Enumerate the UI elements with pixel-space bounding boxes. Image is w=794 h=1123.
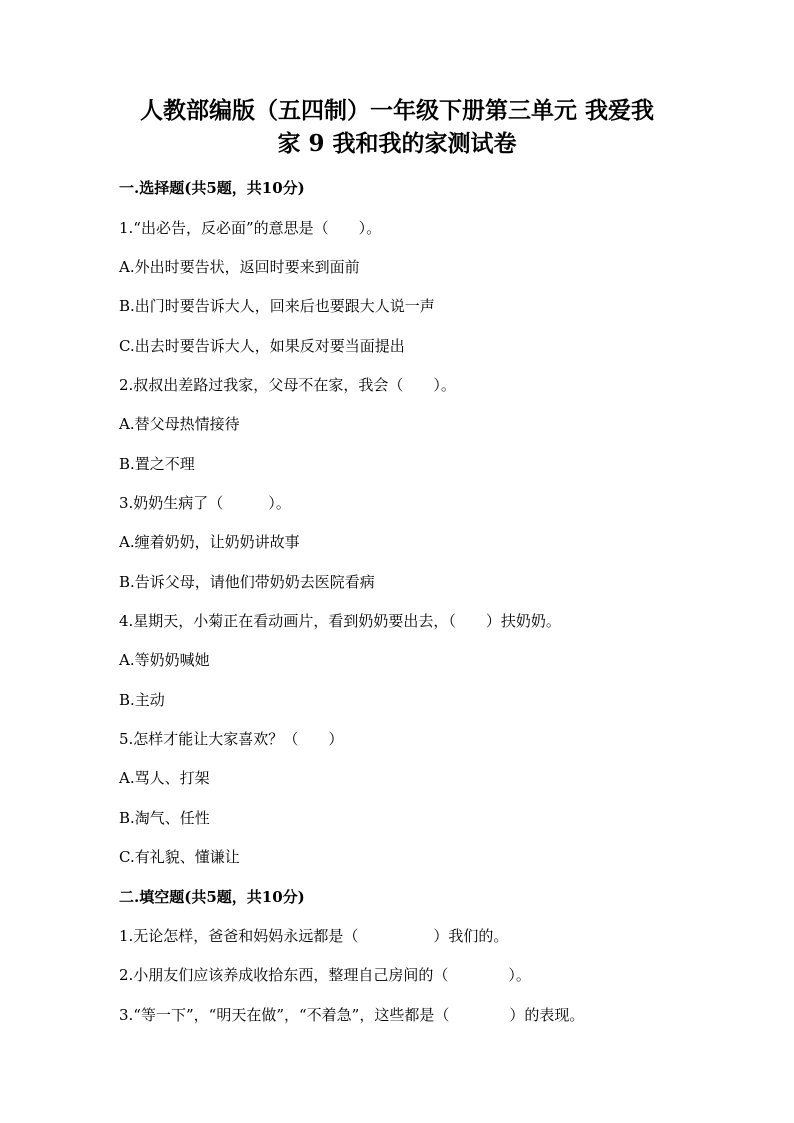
question-4-option-a: A.等奶奶喊她 (119, 651, 210, 669)
question-5-option-a: A.骂人、打架 (119, 769, 210, 787)
section-heading-fill-in: 二.填空题(共5题，共10分) (119, 888, 305, 906)
question-1-option-a: A.外出时要告状，返回时要来到面前 (119, 258, 360, 276)
question-4: 4.星期天，小菊正在看动画片，看到奶奶要出去，（ ）扶奶奶。 (119, 612, 561, 630)
fill-question-1: 1.无论怎样，爸爸和妈妈永远都是（ ）我们的。 (119, 927, 509, 945)
question-5-option-c: C.有礼貌、懂谦让 (119, 848, 240, 866)
question-4-option-b: B.主动 (119, 691, 165, 709)
question-3: 3.奶奶生病了（ ）。 (119, 494, 291, 512)
section-heading-choice: 一.选择题(共5题，共10分) (119, 179, 305, 197)
question-2-option-b: B.置之不理 (119, 455, 195, 473)
fill-question-3: 3.“等一下”，“明天在做”，“不着急”，这些都是（ ）的表现。 (119, 1006, 585, 1024)
fill-question-2: 2.小朋友们应该养成收拾东西，整理自己房间的（ ）。 (119, 966, 531, 984)
question-1-option-b: B.出门时要告诉大人，回来后也要跟大人说一声 (119, 297, 435, 315)
question-2-option-a: A.替父母热情接待 (119, 415, 240, 433)
document-title-line1: 人教部编版（五四制）一年级下册第三单元 我爱我 (139, 97, 654, 124)
document-title-line2: 家 9 我和我的家测试卷 (277, 130, 517, 157)
question-2: 2.叔叔出差路过我家，父母不在家，我会（ ）。 (119, 376, 456, 394)
question-1-option-c: C.出去时要告诉大人，如果反对要当面提出 (119, 337, 405, 355)
question-3-option-a: A.缠着奶奶，让奶奶讲故事 (119, 533, 300, 551)
question-5: 5.怎样才能让大家喜欢？（ ） (119, 730, 344, 748)
question-5-option-b: B.淘气、任性 (119, 809, 210, 827)
question-1: 1.“出必告，反必面”的意思是（ ）。 (119, 219, 382, 237)
question-3-option-b: B.告诉父母，请他们带奶奶去医院看病 (119, 573, 375, 591)
